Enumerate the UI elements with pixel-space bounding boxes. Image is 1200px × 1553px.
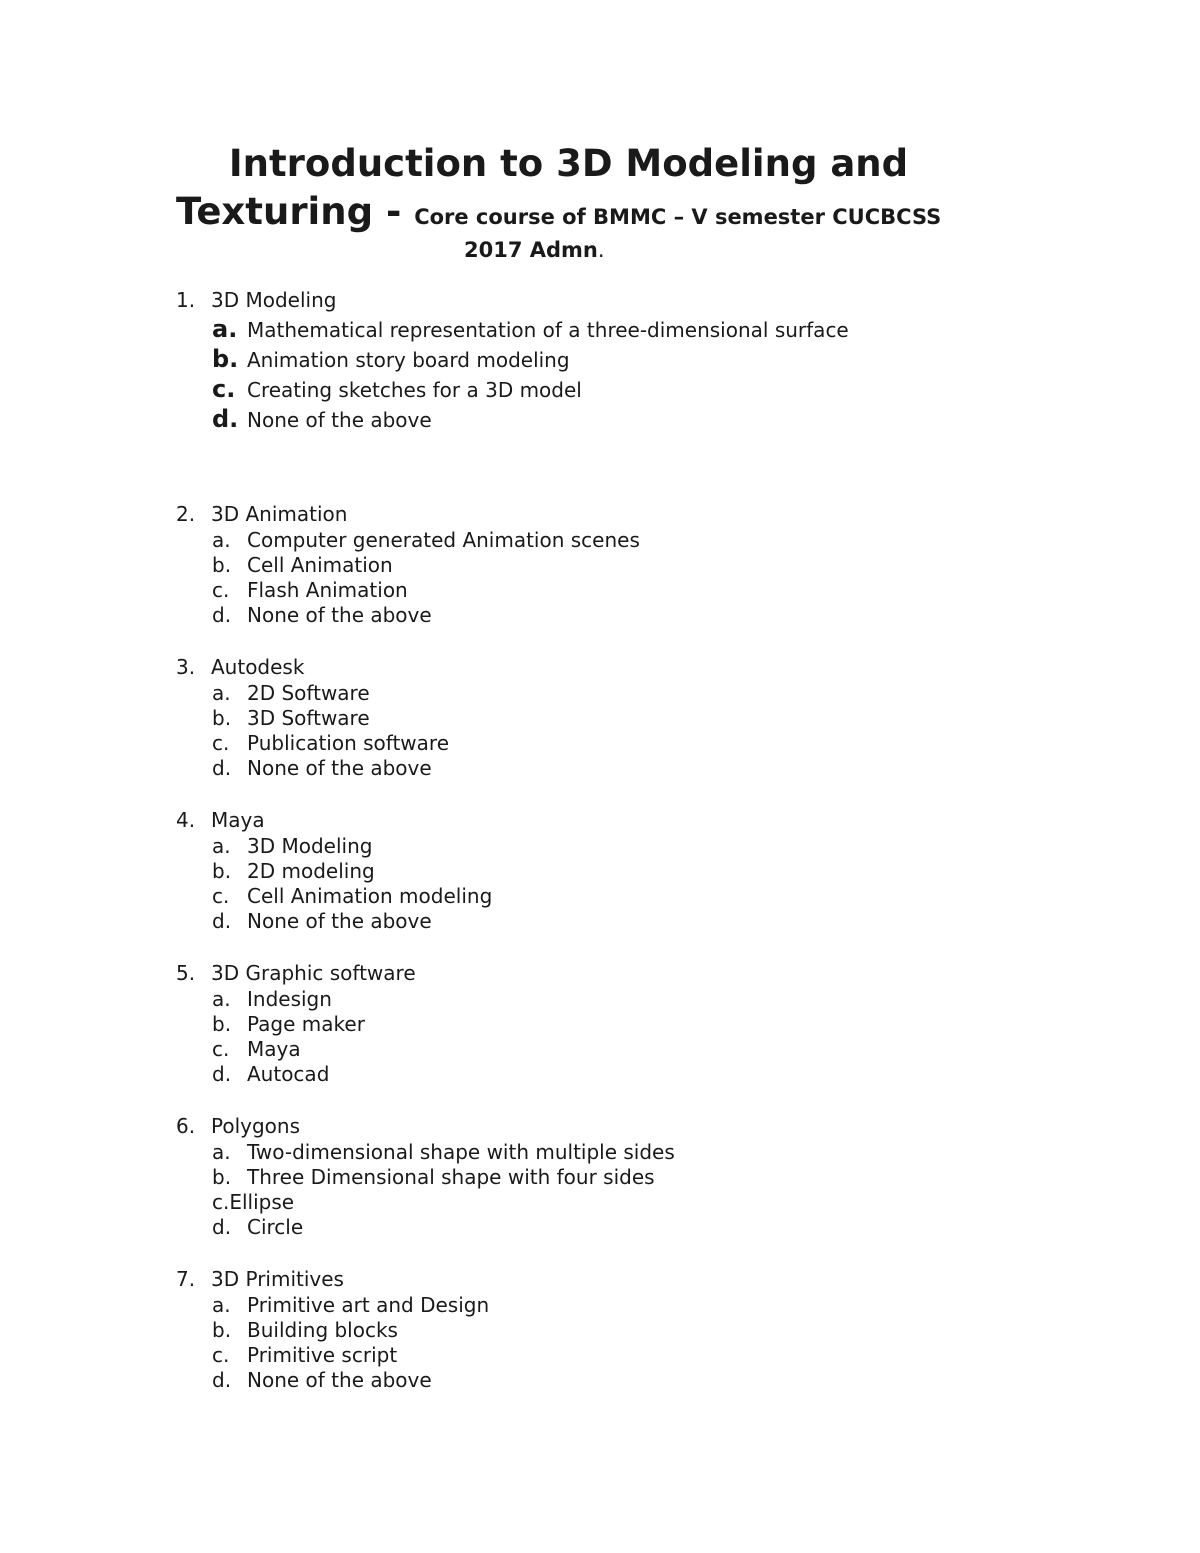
question-number: 7. [176, 1267, 196, 1291]
option-a [176, 834, 1076, 859]
option-text: None of the above [247, 603, 432, 627]
option-text: Primitive script [247, 1343, 398, 1367]
question-4 [176, 806, 1076, 934]
option-text: 2D modeling [247, 859, 375, 883]
option-letter: d. [212, 1215, 232, 1239]
option-letter: a. [212, 1140, 231, 1164]
option-text: Cell Animation [247, 553, 393, 577]
option-text: Circle [247, 1215, 304, 1239]
option-d [176, 1062, 1076, 1087]
option-a [176, 1293, 1076, 1318]
spacer [176, 1087, 1076, 1112]
spacer [176, 1240, 1076, 1265]
option-letter: a. [212, 681, 231, 705]
option-d [176, 404, 1076, 434]
option-c [176, 374, 1076, 404]
title-period: . [597, 238, 605, 262]
spacer [176, 781, 1076, 806]
option-text: None of the above [247, 909, 432, 933]
option-b [176, 859, 1076, 884]
option-letter: c. [212, 1190, 230, 1214]
option-c [176, 578, 1076, 603]
option-a [176, 987, 1076, 1012]
question-stem [176, 653, 1076, 681]
question-number: 6. [176, 1114, 196, 1138]
question-1 [176, 286, 1076, 434]
option-a [176, 528, 1076, 553]
option-text: Publication software [247, 731, 450, 755]
question-number: 1. [176, 288, 196, 312]
option-c [176, 731, 1076, 756]
option-d [176, 1368, 1076, 1393]
question-stem [176, 1112, 1076, 1140]
option-letter: c. [212, 884, 230, 908]
spacer [176, 628, 1076, 653]
question-number: 5. [176, 961, 196, 985]
option-letter: b. [212, 1318, 232, 1342]
option-letter: a. [212, 528, 231, 552]
option-b [176, 706, 1076, 731]
option-d [176, 756, 1076, 781]
question-text: 3D Primitives [211, 1267, 344, 1291]
question-stem [176, 806, 1076, 834]
question-text: 3D Modeling [211, 288, 337, 312]
option-text: 2D Software [247, 681, 370, 705]
option-letter: d. [212, 1062, 232, 1086]
document-title [176, 140, 1036, 265]
option-text: Computer generated Animation scenes [247, 528, 640, 552]
question-stem [176, 959, 1076, 987]
question-stem [176, 1265, 1076, 1293]
option-text: Ellipse [229, 1190, 295, 1214]
option-c [176, 1343, 1076, 1368]
option-letter: b. [212, 1165, 232, 1189]
option-b [176, 553, 1076, 578]
option-text: Mathematical representation of a three-dimensional surface [247, 318, 849, 342]
option-text: None of the above [247, 408, 432, 432]
question-text: 3D Animation [211, 502, 348, 526]
option-letter: d. [212, 603, 232, 627]
question-stem [176, 286, 1076, 314]
option-letter: c. [212, 375, 236, 403]
spacer [176, 934, 1076, 959]
option-d [176, 603, 1076, 628]
title-admission: 2017 Admn [464, 238, 598, 262]
option-text: Primitive art and Design [247, 1293, 490, 1317]
option-text: Page maker [247, 1012, 365, 1036]
option-text: Indesign [247, 987, 332, 1011]
question-text: Polygons [211, 1114, 301, 1138]
option-c [176, 1190, 1076, 1215]
option-letter: b. [212, 553, 232, 577]
option-letter: a. [212, 1293, 231, 1317]
option-b [176, 1165, 1076, 1190]
option-letter: d. [212, 1368, 232, 1392]
option-text: Building blocks [247, 1318, 398, 1342]
option-text: Two-dimensional shape with multiple sides [247, 1140, 675, 1164]
option-a [176, 1140, 1076, 1165]
option-text: Animation story board modeling [247, 348, 570, 372]
question-5 [176, 959, 1076, 1087]
question-number: 3. [176, 655, 196, 679]
option-d [176, 909, 1076, 934]
question-text: 3D Graphic software [211, 961, 416, 985]
option-letter: b. [212, 1012, 232, 1036]
option-a [176, 314, 1076, 344]
option-letter: d. [212, 909, 232, 933]
question-list [176, 286, 1076, 1393]
option-text: Creating sketches for a 3D model [247, 378, 582, 402]
option-text: 3D Modeling [247, 834, 373, 858]
option-b [176, 1318, 1076, 1343]
option-text: Three Dimensional shape with four sides [247, 1165, 655, 1189]
option-letter: a. [212, 315, 238, 343]
option-letter: d. [212, 756, 232, 780]
option-c [176, 1037, 1076, 1062]
option-text: Autocad [247, 1062, 330, 1086]
option-letter: a. [212, 987, 231, 1011]
spacer [176, 434, 1076, 500]
option-b [176, 1012, 1076, 1037]
option-text: None of the above [247, 1368, 432, 1392]
question-7 [176, 1265, 1076, 1393]
option-text: 3D Software [247, 706, 370, 730]
question-stem [176, 500, 1076, 528]
question-6 [176, 1112, 1076, 1240]
option-text: Flash Animation [247, 578, 408, 602]
option-text: Cell Animation modeling [247, 884, 493, 908]
option-letter: c. [212, 731, 230, 755]
title-main: Texturing - [176, 190, 415, 233]
option-letter: c. [212, 578, 230, 602]
question-number: 2. [176, 502, 196, 526]
title-subtitle: Core course of BMMC – V semester CUCBCSS [414, 205, 942, 229]
option-text: Maya [247, 1037, 301, 1061]
option-letter: d. [212, 405, 239, 433]
question-number: 4. [176, 808, 196, 832]
option-letter: c. [212, 1343, 230, 1367]
question-text: Autodesk [211, 655, 305, 679]
option-b [176, 344, 1076, 374]
title-line-1: Introduction to 3D Modeling and [228, 142, 909, 185]
option-letter: b. [212, 859, 232, 883]
title-line-2 [176, 188, 1036, 241]
option-c [176, 884, 1076, 909]
option-a [176, 681, 1076, 706]
option-letter: a. [212, 834, 231, 858]
option-text: None of the above [247, 756, 432, 780]
question-2 [176, 500, 1076, 628]
question-text: Maya [211, 808, 265, 832]
option-d [176, 1215, 1076, 1240]
option-letter: b. [212, 345, 239, 373]
option-letter: c. [212, 1037, 230, 1061]
question-3 [176, 653, 1076, 781]
option-letter: b. [212, 706, 232, 730]
